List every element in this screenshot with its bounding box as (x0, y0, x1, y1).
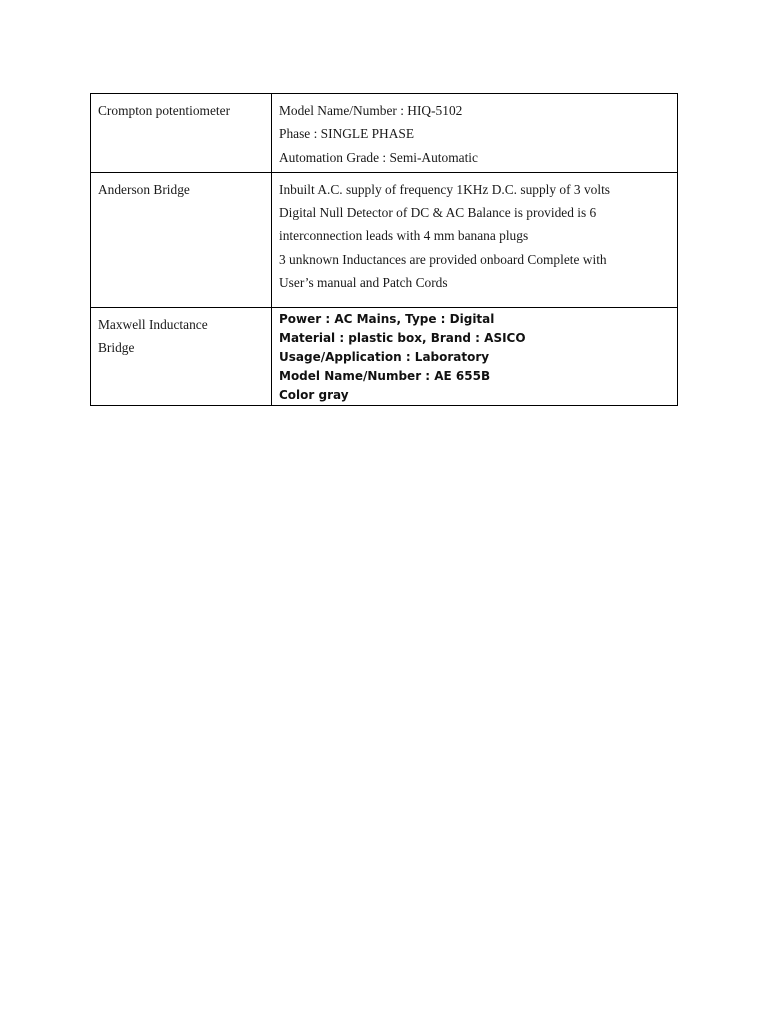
equipment-name: Crompton potentiometer (98, 103, 231, 118)
detail-line: Power : AC Mains, Type : Digital (279, 311, 495, 326)
detail-line: Digital Null Detector of DC & AC Balance is provided is 6 (279, 205, 597, 221)
detail-line: interconnection leads with 4 mm banana plugs (279, 228, 529, 244)
table-row (91, 307, 678, 405)
detail-line: 3 unknown Inductances are provided onboard Complete with (279, 251, 607, 267)
equipment-name-line: Bridge (98, 340, 135, 356)
table-row (91, 172, 678, 307)
equipment-name-cell (91, 94, 272, 173)
equipment-name-cell (91, 172, 272, 307)
equipment-name: Anderson Bridge (98, 181, 190, 197)
equipment-details-cell (272, 172, 678, 307)
detail-line: Usage/Application : Laboratory (279, 349, 490, 364)
detail-line: Inbuilt A.C. supply of frequency 1KHz D.C. supply of 3 volts (279, 181, 611, 197)
table-row (91, 94, 678, 173)
equipment-name-cell (91, 307, 272, 405)
detail-line: Phase : SINGLE PHASE (279, 126, 415, 142)
detail-line: Color gray (279, 387, 349, 402)
detail-line: Model Name/Number : AE 655B (279, 368, 491, 383)
equipment-details-cell (272, 94, 678, 173)
equipment-spec-table (90, 93, 678, 406)
equipment-name-line: Maxwell Inductance (98, 316, 208, 332)
detail-line: Model Name/Number : HIQ-5102 (279, 103, 463, 118)
detail-line: User’s manual and Patch Cords (279, 275, 448, 291)
detail-line: Automation Grade : Semi-Automatic (279, 149, 478, 165)
detail-line: Material : plastic box, Brand : ASICO (279, 330, 526, 345)
equipment-details-cell (272, 307, 678, 405)
